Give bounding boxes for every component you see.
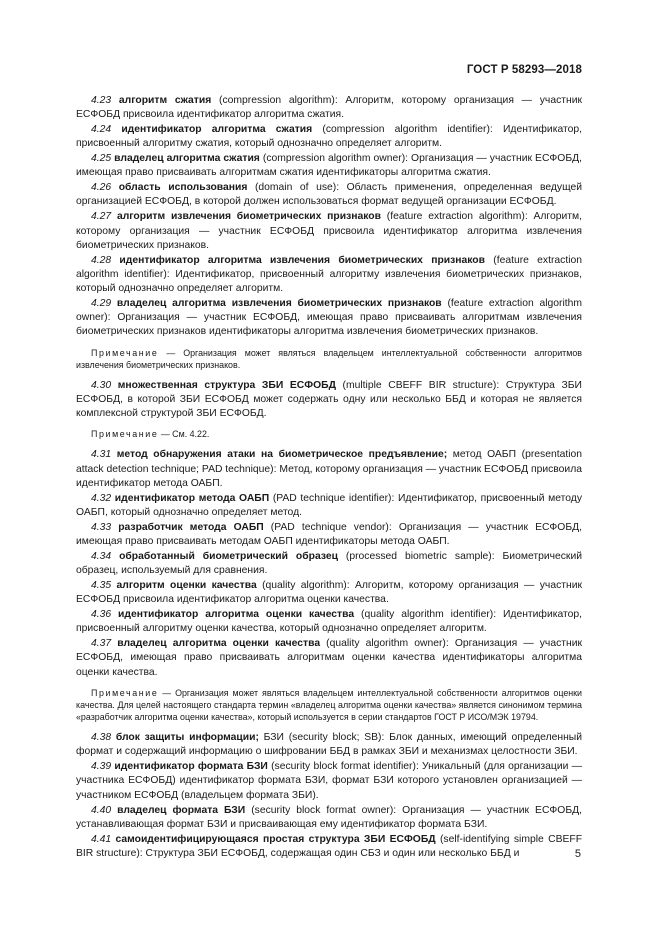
standard-header: ГОСТ Р 58293—2018: [466, 64, 582, 76]
term-entry-4-28: 4.28 идентификатор алгоритма извлечения биометрических признаков (feature extraction algorithm identifier): Идентификатор, присвоенный алгоритму извлечения биометрических признаков, который однозначно определяет алгоритм.: [76, 254, 583, 295]
term-entry-4-24: 4.24 идентификатор алгоритма сжатия (compression algorithm identifier): Идентификатор, присвоенный алгоритму сжатия, который однозначно определяет алгоритм.: [76, 124, 582, 150]
term-entry-4-26: 4.26 область использования (domain of use): Область применения, определенная ведущей организацией ЕСФОБД, в которой должен использоваться формат ведущей организации ЕСФОБД.: [76, 182, 582, 208]
term-entry-4-40: 4.40 владелец формата БЗИ (security block format owner): Организация — участник ЕСФОБД, устанавливающая формат БЗИ и присваивающая ему идентификатор формата БЗИ.: [76, 804, 582, 830]
document-body: [76, 94, 582, 862]
term-entry-4-41: 4.41 самоидентифицирующаяся простая структура ЗБИ ЕСФОБД (self-identifying simple CBEFF BIR structure): Структура ЗБИ ЕСФОБД, содержащая один СБЗ и один или несколько ББД и: [76, 833, 583, 859]
term-entry-4-35: 4.35 алгоритм оценки качества (quality algorithm): Алгоритм, которому организация — участник ЕСФОБД присвоила идентификатор алгоритма оценки качества.: [76, 580, 582, 606]
term-entry-4-23: 4.23 алгоритм сжатия (compression algorithm): Алгоритм, которому организация — участник ЕСФОБД присвоила идентификатор алгоритма сжатия.: [76, 95, 582, 121]
term-entry-4-37: 4.37 владелец алгоритма оценки качества (quality algorithm owner): Организация — участник ЕСФОБД, имеющая право присваивать алгоритмам оценки качества идентификаторы алгоритма оценки качества.: [76, 638, 582, 678]
term-entry-4-38: 4.38 блок защиты информации; БЗИ (security block; SB): Блок данных, имеющий определенный формат и содержащий информацию о шифровании ББД в рамках ЗБИ и механизмах целостности ЗБИ.: [76, 732, 582, 758]
note-4-30: Примечание — См. 4.22.: [91, 429, 210, 440]
term-entry-4-29: 4.29 владелец алгоритма извлечения биометрических признаков (feature extraction algorithm owner): Организация — участник ЕСФОБД, имеющая право присваивать алгоритмам извлечения биометрических признаков идентификаторы алгоритма извлечения биометрических признаков.: [76, 297, 583, 338]
note-4-37: Примечание — Организация может являться владельцем интеллектуальной собственности алгоритмов оценки качества. Для целей настоящего стандарта термин «владелец алгоритма оценки качества» является синонимом термина «разработчик алгоритма оценки качества», который используется в серии стандартов ГОСТ Р ИСО/МЭК 19794.: [76, 687, 582, 723]
term-entry-4-30: 4.30 множественная структура ЗБИ ЕСФОБД (multiple CBEFF BIR structure): Структура ЗБИ ЕСФОБД, в которой ЗБИ ЕСФОБД может содержать одну или несколько ББД и которая не является комплексной структурой ЗБИ ЕСФОБД.: [76, 379, 582, 420]
term-entry-4-34: 4.34 обработанный биометрический образец (processed biometric sample): Биометрический образец, используемый для сравнения.: [76, 550, 583, 577]
term-entry-4-27: 4.27 алгоритм извлечения биометрических признаков (feature extraction algorithm): Алгоритм, которому организация — участник ЕСФОБД присвоила идентификатор алгоритма извлечения биометрических признаков.: [76, 211, 582, 251]
note-4-29: Примечание — Организация может являться владельцем интеллектуальной собственности алгоритмов извлечения биометрических признаков.: [76, 347, 582, 370]
page-number: 5: [574, 848, 581, 860]
term-entry-4-33: 4.33 разработчик метода ОАБП (PAD technique vendor): Организация — участник ЕСФОБД, имеющая право присваивать методам ОАБП идентификаторы метода ОАБП.: [76, 521, 583, 548]
term-entry-4-31: 4.31 метод обнаружения атаки на биометрическое предъявление; метод ОАБП (presentation attack detection technique; PAD technique): Метод, которому организация — участник ЕСФОБД присвоила идентификатор метода ОАБП.: [76, 449, 583, 489]
term-entry-4-25: 4.25 владелец алгоритма сжатия (compression algorithm owner): Организация — участник ЕСФОБД, имеющая право присваивать алгоритмам сжатия идентификаторы алгоритма сжатия.: [76, 153, 582, 179]
term-entry-4-36: 4.36 идентификатор алгоритма оценки качества (quality algorithm identifier): Идентификатор, присвоенный алгоритму оценки качества, который однозначно определяет алгоритм.: [76, 609, 582, 635]
term-entry-4-32: 4.32 идентификатор метода ОАБП (PAD technique identifier): Идентификатор, присвоенный методу ОАБП, который однозначно определяет метод.: [76, 492, 583, 518]
term-entry-4-39: 4.39 идентификатор формата БЗИ (security block format identifier): Уникальный (для организации — участника ЕСФОБД) идентификатор формата БЗИ, формат БЗИ которого установлен организацией — участником ЕСФОБД (владельцем формата ЗБИ).: [76, 761, 582, 801]
